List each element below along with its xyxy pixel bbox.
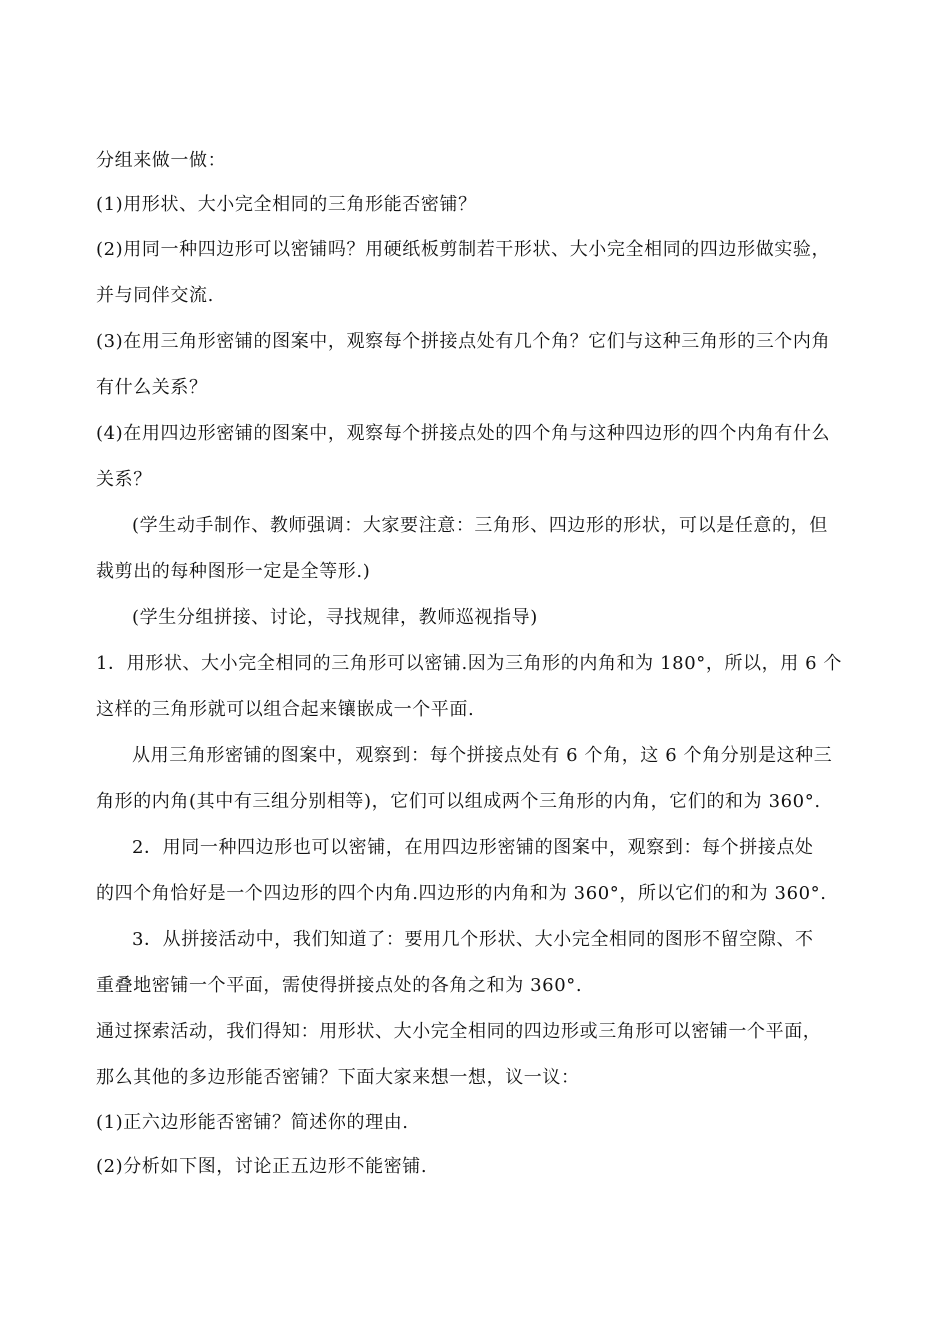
text-line: (4)在用四边形密铺的图案中，观察每个拼接点处的四个角与这种四边形的四个内角有什么 — [96, 423, 831, 444]
document-body — [96, 139, 856, 1189]
text-line: 的四个角恰好是一个四边形的四个内角.四边形的内角和为 360°，所以它们的和为 360°. — [96, 883, 827, 904]
text-line: (学生分组拼接、讨论，寻找规律，教师巡视指导) — [132, 607, 538, 628]
text-line: 这样的三角形就可以组合起来镶嵌成一个平面. — [96, 699, 475, 720]
text-line: (1)正六边形能否密铺？简述你的理由. — [96, 1112, 409, 1133]
text-line: 分组来做一做： — [96, 150, 227, 171]
text-line: 1．用形状、大小完全相同的三角形可以密铺.因为三角形的内角和为 180°，所以，用 6 个 — [96, 653, 843, 674]
text-line: 并与同伴交流. — [96, 285, 214, 306]
text-line: (2)用同一种四边形可以密铺吗？用硬纸板剪制若干形状、大小完全相同的四边形做实验， — [96, 239, 831, 260]
text-line: 2．用同一种四边形也可以密铺，在用四边形密铺的图案中，观察到：每个拼接点处 — [132, 837, 814, 858]
text-line: 那么其他的多边形能否密铺？下面大家来想一想，议一议： — [96, 1067, 580, 1088]
text-line: 3．从拼接活动中，我们知道了：要用几个形状、大小完全相同的图形不留空隙、不 — [132, 929, 814, 950]
text-line: (1)用形状、大小完全相同的三角形能否密铺？ — [96, 194, 477, 215]
text-line: 通过探索活动，我们得知：用形状、大小完全相同的四边形或三角形可以密铺一个平面， — [96, 1021, 822, 1042]
text-line: 从用三角形密铺的图案中，观察到：每个拼接点处有 6 个角，这 6 个角分别是这种三 — [132, 745, 833, 766]
text-line: 角形的内角(其中有三组分别相等)，它们可以组成两个三角形的内角，它们的和为 360°. — [96, 791, 821, 812]
text-line: (学生动手制作、教师强调：大家要注意：三角形、四边形的形状，可以是任意的，但 — [132, 515, 828, 536]
text-line: 裁剪出的每种图形一定是全等形.) — [96, 561, 371, 582]
text-line: (2)分析如下图，讨论正五边形不能密铺. — [96, 1156, 428, 1177]
text-line: 关系？ — [96, 469, 152, 490]
text-line: (3)在用三角形密铺的图案中，观察每个拼接点处有几个角？它们与这种三角形的三个内角 — [96, 331, 831, 352]
text-line: 重叠地密铺一个平面，需使得拼接点处的各角之和为 360°. — [96, 975, 583, 996]
text-line: 有什么关系？ — [96, 377, 208, 398]
